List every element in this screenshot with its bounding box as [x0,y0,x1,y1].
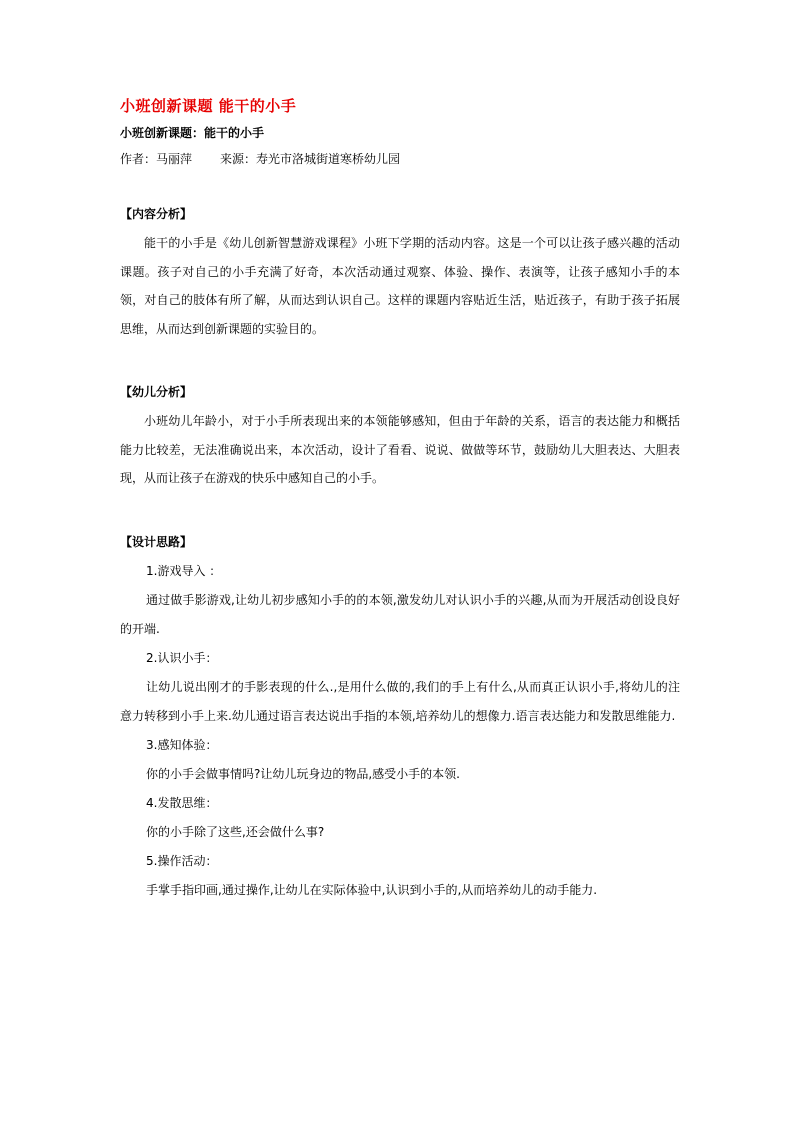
child-analysis-section [120,383,680,493]
step-text: 让幼儿说出刚才的手影表现的什么.,是用什么做的,我们的手上有什么,从而真正认识小手,将幼儿的注意力转移到小手上来.幼儿通过语言表达说出手指的本领,培养幼儿的想像力.语言表达能力和发散思维能力. [120,679,680,723]
step-title: 5.操作活动： [146,853,218,868]
step-title: 4.发散思维： [146,795,218,810]
document-subtitle: 小班创新课题：能干的小手 [120,126,265,140]
step-text: 你的小手会做事情吗?让幼儿玩身边的物品,感受小手的本领. [146,766,461,781]
source-text: 来源：寿光市洛城街道寒桥幼儿园 [220,152,401,166]
child-analysis-text: 小班幼儿年龄小，对于小手所表现出来的本领能够感知，但由于年龄的关系，语言的表达能力和概括能力比较差，无法准确说出来，本次活动，设计了看看、说说、做做等环节，鼓励幼儿大胆表达、大胆表现，从而让孩子在游戏的快乐中感知自己的小手。 [120,414,680,485]
document-title: 小班创新课题 能干的小手 [120,97,297,115]
step-text: 手掌手指印画,通过操作,让幼儿在实际体验中,认识到小手的,从而培养幼儿的动手能力. [146,882,598,897]
step-title: 2.认识小手： [146,650,218,665]
document-meta [120,150,680,168]
document-body [120,96,680,905]
step-title: 1.游戏导入 ： [146,563,222,578]
design-steps [120,557,680,905]
content-analysis-text: 能干的小手是《幼儿创新智慧游戏课程》小班下学期的活动内容。这是一个可以让孩子感兴趣的活动课题。孩子对自己的小手充满了好奇，本次活动通过观察、体验、操作、表演等，让孩子感知小手的本领，对自己的肢体有所了解，从而达到认识自己。这样的课题内容贴近生活，贴近孩子，有助于孩子拓展思维，从而达到创新课题的实验目的。 [120,236,680,336]
design-section [120,533,680,905]
author-text: 作者：马丽萍 [120,152,193,166]
step-text: 通过做手影游戏,让幼儿初步感知小手的的本领,激发幼儿对认识小手的兴趣,从而为开展活动创设良好的开端. [120,592,680,636]
content-analysis-heading: 【内容分析】 [120,207,193,221]
content-analysis-section [120,205,680,343]
design-heading: 【设计思路】 [120,534,193,549]
step-text: 你的小手除了这些,还会做什么事? [146,824,325,839]
child-analysis-heading: 【幼儿分析】 [120,385,193,399]
step-title: 3.感知体验： [146,737,218,752]
